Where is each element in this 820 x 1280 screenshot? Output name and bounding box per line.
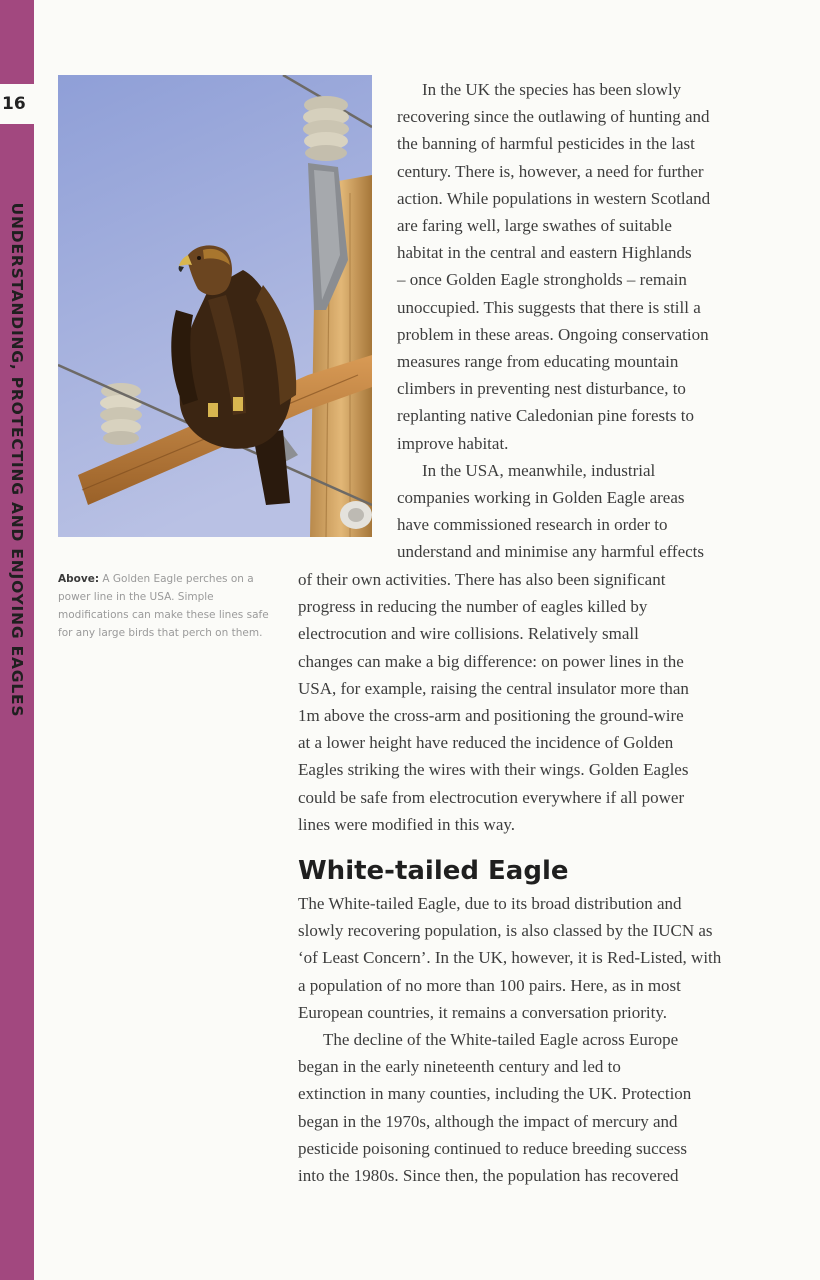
page-number: 16 <box>2 94 26 114</box>
paragraph-uk-recovery: In the UK the species has been slowly recovering since the outlawing of hunting and the banning of harmful pesticides in the last century. There is, however, a need for further action. While populations in western Scotland are faring well, large swathes of suitable habitat in the central and eastern Highlands – once Golden Eagle strongholds – remain unoccupied. This suggests that there is still a problem in these areas. Ongoing conservation measures range from educating mountain climbers in preventing nest disturbance, to replanting native Caledonian pine forests to improve habitat. <box>397 80 711 453</box>
golden-eagle-photo <box>58 75 372 537</box>
chapter-title: UNDERSTANDING, PROTECTING AND ENJOYING EAGLES <box>8 202 26 718</box>
figure-caption <box>58 570 273 642</box>
body-column-narrow <box>397 76 797 566</box>
paragraph-white-tailed-decline: The decline of the White-tailed Eagle across Europe began in the early nineteenth century and led to extinction in many counties, including the UK. Protection began in the 1970s, although the impact of mercury and pesticide poisoning continued to reduce breeding success into the 1980s. Since then, the population has recovered <box>298 1030 692 1186</box>
page-number-box <box>0 84 34 124</box>
body-column-wide <box>298 566 798 838</box>
paragraph-usa-continued: of their own activities. There has also been significant progress in reducing the number of eagles killed by electrocution and wire collisions. Relatively small changes can make a big difference: on power lines in the USA, for example, raising the central insulator more than 1m above the cross-arm and positioning the ground-wire at a lower height have reduced the incidence of Golden Eagles striking the wires with their wings. Golden Eagles could be safe from electrocution everywhere if all power lines were modified in this way. <box>298 570 689 834</box>
paragraph-white-tailed-status: The White-tailed Eagle, due to its broad distribution and slowly recovering population, is also classed by the IUCN as ‘of Least Concern’. In the UK, however, it is Red-Listed, with a population of no more than 100 pairs. Here, as in most European countries, it remains a conversation priority. <box>298 894 722 1022</box>
section-heading-white-tailed-eagle: White-tailed Eagle <box>298 856 569 886</box>
body-column-white-tailed <box>298 890 798 1189</box>
paragraph-usa-industry: In the USA, meanwhile, industrial companies working in Golden Eagle areas have commissioned research in order to understand and minimise any harmful effects <box>397 460 705 562</box>
caption-label: Above: <box>58 573 100 585</box>
caption-text: A Golden Eagle perches on a power line in the USA. Simple modifications can make these lines safe for any large birds that perch on them. <box>58 573 269 639</box>
